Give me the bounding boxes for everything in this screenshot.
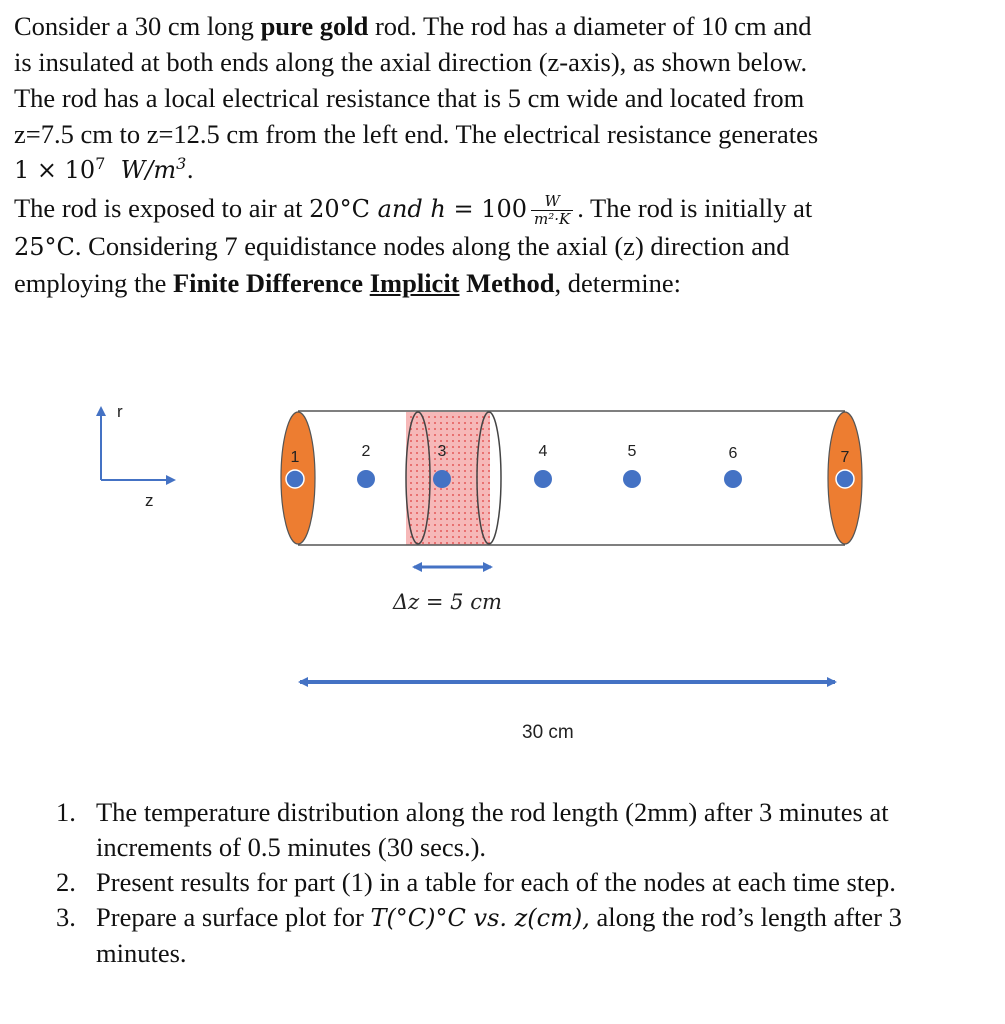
node-7-label: 7 (840, 449, 850, 466)
heat-generation: $1 \times 10^7$ $W/m^3$. (14, 154, 194, 184)
task-1: 1. The temperature distribution along the rod length (2mm) after 3 minutes at increments of 0.5 minutes (30 secs.). (56, 797, 889, 862)
dz-label: Δz = 5 cm (393, 590, 502, 614)
line-8: employing the Finite Difference Implicit Method, determine: (14, 268, 682, 299)
task-3: 3. Prepare a surface plot for T(°C)°C vs. z(cm), along the rod’s length after 3 minutes. (56, 902, 902, 968)
line-4: z=7.5 cm to z=12.5 cm from the left end. The electrical resistance generates (14, 119, 819, 149)
node-3-label: 3 (437, 443, 447, 460)
node-4-label: 4 (538, 443, 548, 460)
task-2: 2. Present results for part (1) in a table for each of the nodes at each time step. (56, 867, 896, 897)
line-2: is insulated at both ends along the axial direction (z-axis), as shown below. (14, 47, 808, 77)
z-axis-label: z (145, 491, 154, 510)
node-2-marker (357, 470, 375, 488)
rod-cylinder (298, 411, 845, 545)
implicit-emphasis: Implicit (369, 268, 460, 299)
line-1: Consider a 30 cm long pure gold rod. The rod has a diameter of 10 cm and (14, 11, 812, 41)
node-1-marker (286, 470, 304, 488)
node-3-marker (433, 470, 451, 488)
node-2-label: 2 (361, 443, 371, 460)
node-1-label: 1 (290, 449, 300, 466)
node-4-marker (534, 470, 552, 488)
line-7: 25°C. Considering 7 equidistance nodes along the axial (z) direction and (14, 231, 790, 262)
task-list (56, 795, 991, 971)
r-axis-label: r (117, 402, 123, 421)
node-6-label: 6 (728, 445, 738, 462)
h-units-fraction: $\frac{W}{\text{m²·K}}$ (531, 193, 573, 228)
line-6: The rod is exposed to air at 20°C and h = 100 $\frac{W}{\text{m²·K}}$ . The rod is initially at (14, 192, 813, 229)
node-5-marker (623, 470, 641, 488)
nodes (286, 443, 854, 488)
coordinate-axes (101, 402, 174, 510)
node-7-marker (836, 470, 854, 488)
length-label: 30 cm (522, 722, 574, 743)
node-5-label: 5 (627, 443, 637, 460)
node-6-marker (724, 470, 742, 488)
line-3: The rod has a local electrical resistance that is 5 cm wide and located from (14, 83, 805, 113)
pure-gold-emphasis: pure gold (260, 11, 369, 41)
